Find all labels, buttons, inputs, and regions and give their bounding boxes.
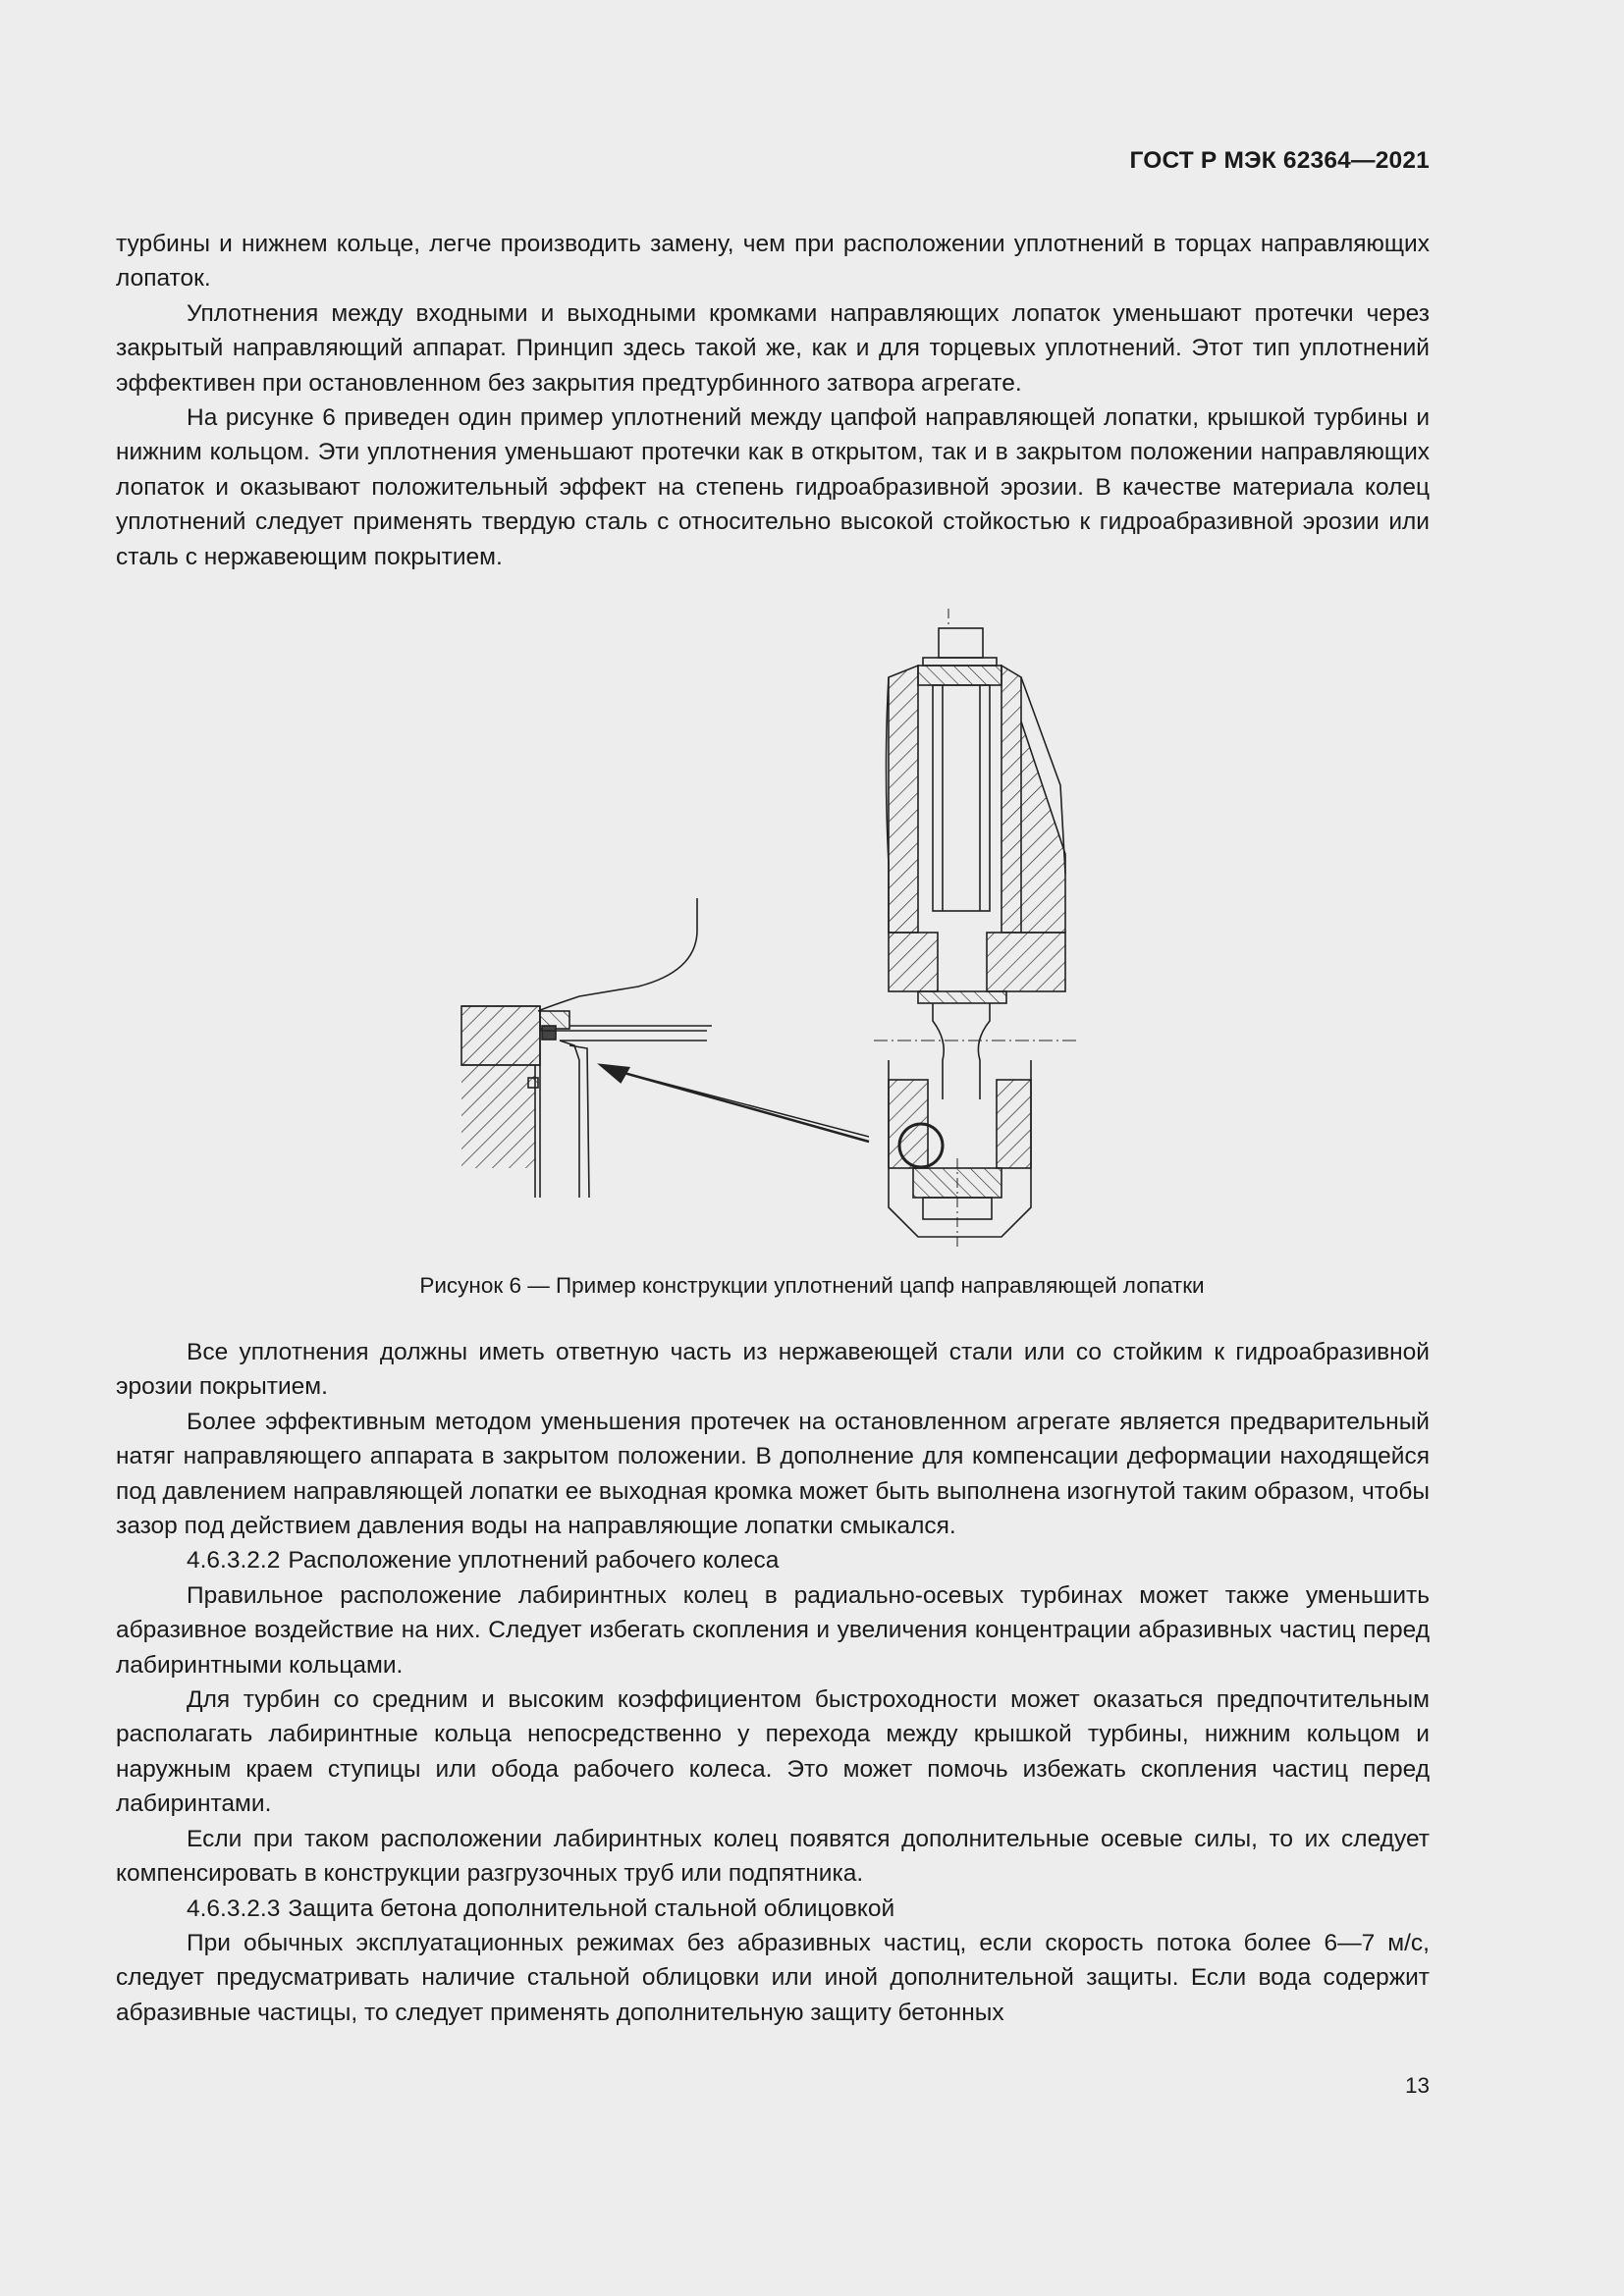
figure-caption: Рисунок 6 — Пример конструкции уплотнений цапф направляющей лопатки bbox=[419, 1273, 1205, 1298]
detail-view bbox=[461, 898, 712, 1198]
page-number: 13 bbox=[1404, 2073, 1430, 2098]
paragraph: Уплотнения между входными и выходными кромками направляющих лопаток уменьшают протечки через закрытый направляющий аппарат. Принцип здесь такой же, как и для торцевых уплотнений. Этот тип уплотнений эффективен при остановленном без закрытия предтурбинного затвора агрегате. bbox=[116, 299, 1430, 397]
text-block-bottom bbox=[116, 1335, 1430, 2030]
paragraph: Для турбин со средним и высоким коэффициентом быстроходности может оказаться предпочтительным располагать лабиринтные кольца непосредственно у перехода между крышкой турбины, нижним кольцом и наружным краем ступицы или обода рабочего колеса. Это может помочь избежать скопления частиц перед лабиринтами. bbox=[116, 1686, 1430, 1818]
paragraph: Если при таком расположении лабиринтных колец появятся дополнительные осевые силы, то их следует компенсировать в конструкции разгрузочных труб или подпятника. bbox=[116, 1825, 1430, 1888]
clause-title: Защита бетона дополнительной стальной облицовкой bbox=[288, 1895, 895, 1922]
text-block-top bbox=[116, 227, 1430, 574]
clause-number: 4.6.3.2.2 bbox=[187, 1547, 281, 1575]
clause-title: Расположение уплотнений рабочего колеса bbox=[288, 1547, 780, 1575]
standard-header: ГОСТ Р МЭК 62364—2021 bbox=[1129, 147, 1430, 174]
clause-heading bbox=[116, 1543, 1430, 1577]
paragraph: Более эффективным методом уменьшения протечек на остановленном агрегате является предварительный натяг направляющего аппарата в закрытом положении. В дополнение для компенсации деформации находящейся под давлением направляющей лопатки ее выходная кромка может быть выполнена изогнутой таким образом, чтобы зазор под действием давления воды на направляющие лопатки смыкался. bbox=[116, 1408, 1430, 1540]
paragraph: турбины и нижнем кольце, легче производить замену, чем при расположении уплотнений в торцах направляющих лопаток. bbox=[116, 231, 1430, 293]
paragraph: Правильное расположение лабиринтных колец в радиально-осевых турбинах может также уменьшить абразивное воздействие на них. Следует избегать скопления и увеличения концентрации абразивных частиц перед лабиринтными кольцами. bbox=[116, 1581, 1430, 1679]
paragraph: При обычных эксплуатационных режимах без абразивных частиц, если скорость потока более 6—7 м/с, следует предусматривать наличие стальной облицовки или иной дополнительной защиты. Если вода содержит абразивные частицы, то следует применять дополнительную защиту бетонных bbox=[116, 1929, 1430, 2026]
clause-number: 4.6.3.2.3 bbox=[187, 1895, 281, 1922]
paragraph: На рисунке 6 приведен один пример уплотнений между цапфой направляющей лопатки, крышкой турбины и нижним кольцом. Эти уплотнения уменьшают протечки как в открытом, так и в закрытом положении направляющих лопаток и оказывают положительный эффект на степень гидроабразивной эрозии. В качестве материала колец уплотнений следует применять твердую сталь с относительно высокой стойкостью к гидроабразивной эрозии или сталь с нержавеющим покрытием. bbox=[116, 404, 1430, 570]
figure-6-drawing bbox=[452, 609, 1100, 1256]
clause-heading bbox=[116, 1892, 1430, 1926]
detail-arrow bbox=[601, 1065, 869, 1142]
guide-vane-seal-drawing bbox=[452, 609, 1100, 1256]
main-section-view bbox=[874, 609, 1080, 1247]
paragraph: Все уплотнения должны иметь ответную часть из нержавеющей стали или со стойким к гидроабразивной эрозии покрытием. bbox=[116, 1339, 1430, 1401]
